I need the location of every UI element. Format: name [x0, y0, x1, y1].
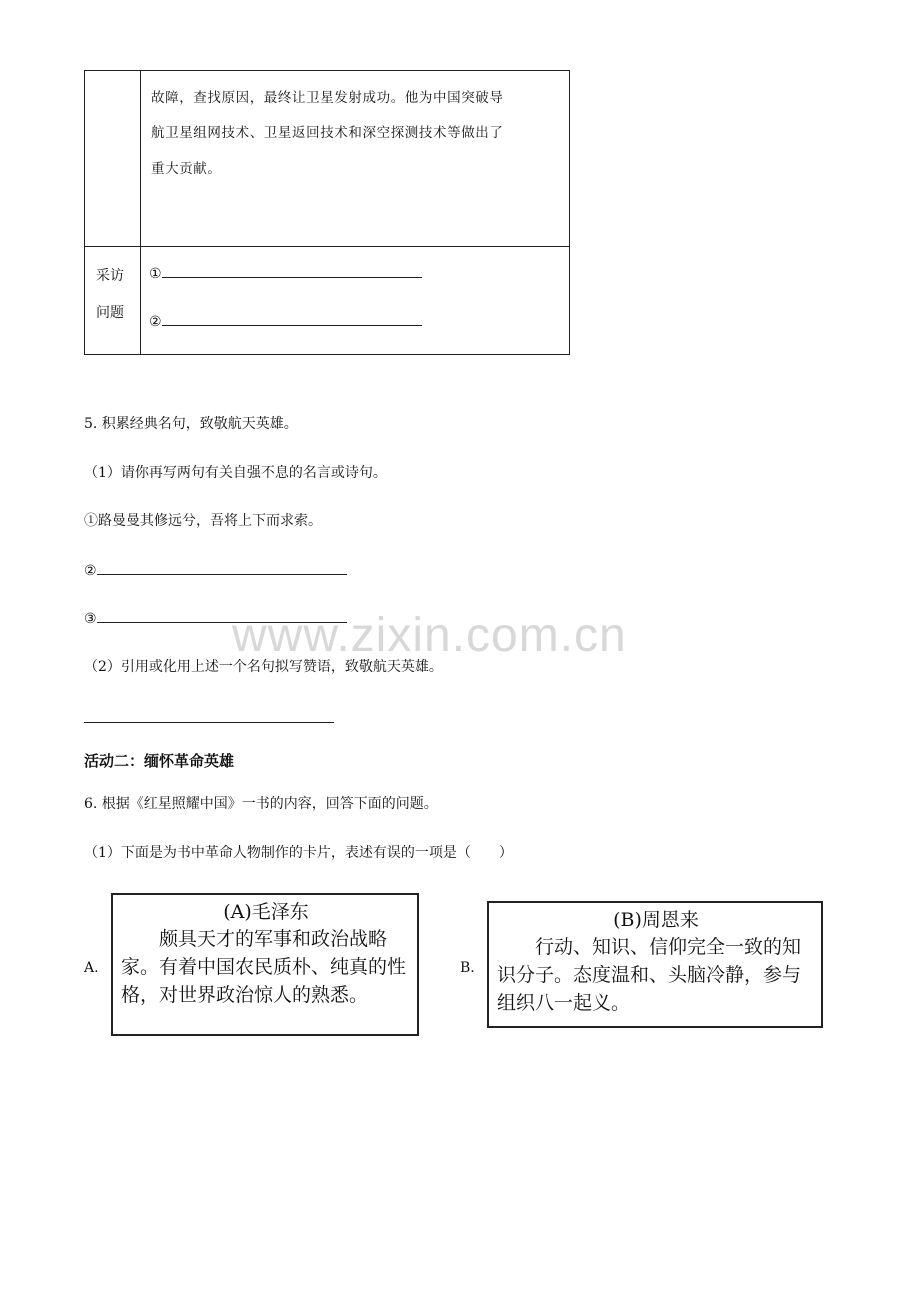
answer-line-1[interactable]	[162, 263, 422, 278]
blank-marker-q5-2: ②	[84, 563, 97, 579]
question-6-title: 6. 根据《红星照耀中国》一书的内容，回答下面的问题。	[84, 796, 438, 812]
table-row-divider	[85, 246, 569, 247]
card-a-title: (A)毛泽东	[223, 901, 309, 923]
story-line-1: 故障，查找原因，最终让卫星发射成功。他为中国突破导	[151, 90, 504, 106]
story-line-2: 航卫星组网技术、卫星返回技术和深空探测技术等做出了	[151, 125, 504, 141]
interview-question-1	[149, 263, 422, 284]
interview-question-2	[149, 311, 422, 332]
question-5-example: ①路曼曼其修远兮，吾将上下而求索。	[84, 513, 322, 529]
blank-marker-q5-3: ③	[84, 611, 97, 627]
answer-line-q5-sub2[interactable]	[84, 722, 334, 723]
question-5-title: 5. 积累经典名句，致敬航天英雄。	[84, 416, 298, 432]
option-a-label[interactable]: A.	[84, 960, 99, 976]
card-mao-zedong[interactable]	[111, 893, 419, 1036]
card-b-body: 行动、知识、信仰完全一致的知识分子。态度温和、头脑冷静，参与组织八一起义。	[497, 936, 802, 1014]
blank-marker-1: ①	[149, 266, 162, 282]
card-a-body: 颇具天才的军事和政治战略家。有着中国农民质朴、纯真的性格，对世界政治惊人的熟悉。	[121, 928, 407, 1006]
option-b-label[interactable]: B.	[460, 960, 475, 976]
row-label-questions: 问题	[96, 305, 124, 321]
question-5-blank-3	[84, 608, 347, 629]
card-zhou-enlai[interactable]	[487, 901, 823, 1028]
question-5-blank-2	[84, 560, 347, 581]
table-column-divider	[140, 71, 141, 354]
watermark: www.zixin.com.cn	[232, 609, 627, 662]
question-5-sub1: （1）请你再写两句有关自强不息的名言或诗句。	[84, 465, 387, 481]
question-6-sub1: （1）下面是为书中革命人物制作的卡片，表述有误的一项是（ ）	[84, 845, 513, 861]
row-label-interview: 采访	[96, 268, 124, 284]
question-5-sub2: （2）引用或化用上述一个名句拟写赞语，致敬航天英雄。	[84, 659, 443, 675]
answer-line-q5-3[interactable]	[97, 608, 347, 623]
activity-2-heading: 活动二：缅怀革命英雄	[84, 752, 235, 770]
story-line-3: 重大贡献。	[151, 161, 222, 177]
answer-line-q5-2[interactable]	[97, 560, 347, 575]
card-b-title: (B)周恩来	[613, 909, 699, 931]
blank-marker-2: ②	[149, 314, 162, 330]
answer-line-2[interactable]	[162, 311, 422, 326]
